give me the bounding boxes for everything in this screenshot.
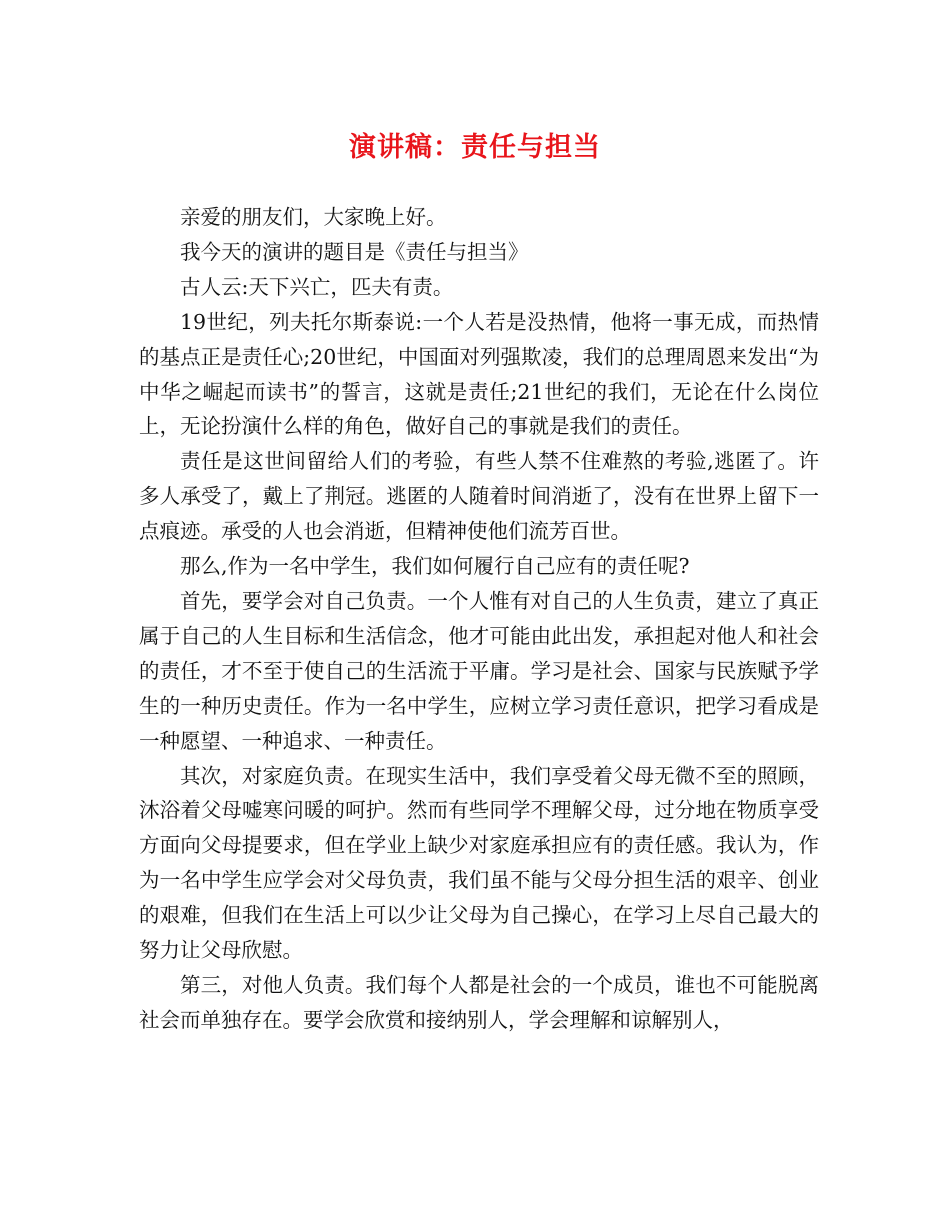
paragraph: 19世纪，列夫托尔斯泰说:一个人若是没热情，他将一事无成，而热情的基点正是责任心;20世纪，中国面对列强欺凌，我们的总理周恩来发出“为中华之崛起而读书”的誓言，这就是责任;21世纪的我们，无论在什么岗位上，无论扮演什么样的角色，做好自己的事就是我们的责任。 [139,309,819,439]
paragraph: 我今天的演讲的题目是《责任与担当》 [180,239,529,264]
paragraph: 古人云:天下兴亡，匹夫有责。 [180,274,454,299]
paragraph: 其次，对家庭负责。在现实生活中，我们享受着父母无微不至的照顾，沐浴着父母嘘寒问暖的呵护。然而有些同学不理解父母，过分地在物质享受方面向父母提要求，但在学业上缺少对家庭承担应有的责任感。我认为，作为一名中学生应学会对父母负责，我们虽不能与父母分担生活的艰辛、创业的艰难，但我们在生活上可以少让父母为自己操心，在学习上尽自己最大的努力让父母欣慰。 [139,763,819,963]
document-body [139,200,819,1038]
paragraph: 首先，要学会对自己负责。一个人惟有对自己的人生负责，建立了真正属于自己的人生目标和生活信念，他才可能由此出发，承担起对他人和社会的责任，才不至于使自己的生活流于平庸。学习是社会、国家与民族赋予学生的一种历史责任。作为一名中学生，应树立学习责任意识，把学习看成是一种愿望、一种追求、一种责任。 [139,588,819,753]
document-title: 演讲稿：责任与担当 [349,132,601,163]
paragraph: 第三，对他人负责。我们每个人都是社会的一个成员，谁也不可能脱离社会而单独存在。要学会欣赏和接纳别人，学会理解和谅解别人， [139,972,819,1032]
paragraph: 责任是这世间留给人们的考验，有些人禁不住难熬的考验,逃匿了。许多人承受了，戴上了荆冠。逃匿的人随着时间消逝了，没有在世界上留下一点痕迹。承受的人也会消逝，但精神使他们流芳百世。 [139,449,819,544]
paragraph: 那么,作为一名中学生，我们如何履行自己应有的责任呢? [180,554,690,579]
paragraph: 亲爱的朋友们，大家晚上好。 [180,205,447,229]
